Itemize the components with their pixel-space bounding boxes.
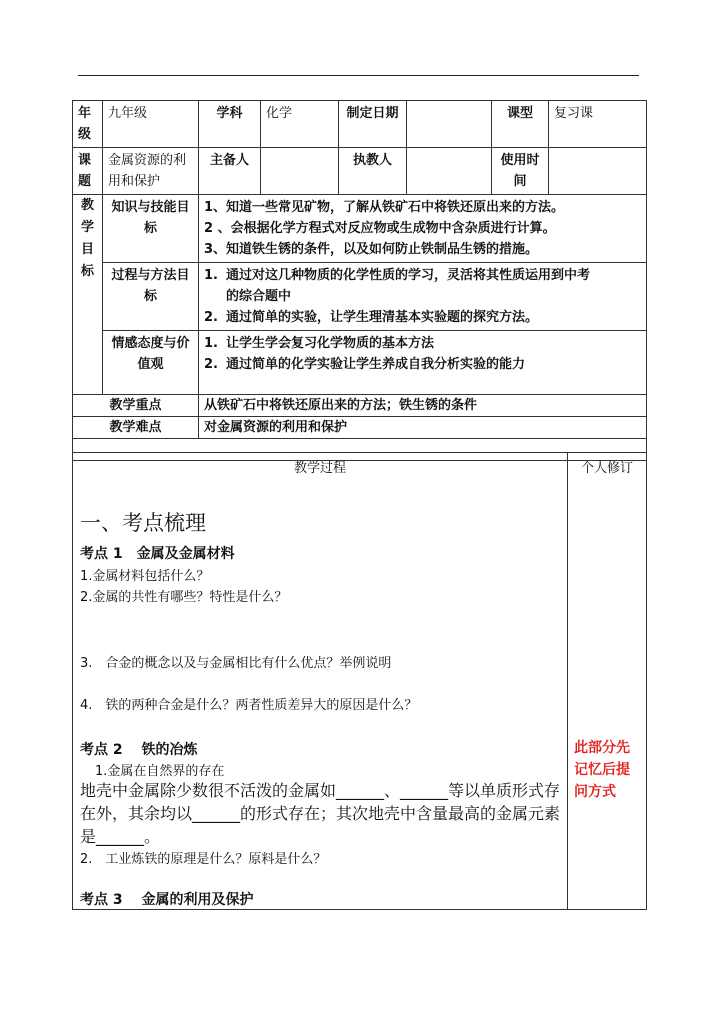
attitude-item-num: 1. <box>204 336 218 351</box>
attitude-item-text: 让学生学会复习化学物质的基本方法 <box>226 336 435 351</box>
section-title: 一、考点梳理 <box>80 511 206 535</box>
attitude-item-num: 2. <box>204 357 218 372</box>
kp1-question: 1.金属材料包括什么？ <box>80 569 210 584</box>
process-item-num: 1. <box>204 268 218 283</box>
kp2-question: 2. 工业炼铁的原理是什么？原料是什么？ <box>80 852 327 867</box>
topic-label: 课题 <box>73 148 103 195</box>
kp2-title: 考点 2 铁的冶炼 <box>80 742 198 758</box>
knowledge-item: 3、知道铁生锈的条件，以及如何防止铁制品生锈的措施。 <box>204 242 539 257</box>
process-item-text: 通过简单的实验，让学生理清基本实验题的探究方法。 <box>226 310 539 325</box>
kp2-paragraph: 地壳中金属除少数很不活泼的金属如______、______等以单质形式存在外，其余均以______的形式存在；其次地壳中含量最高的金属元素是______。 <box>80 781 561 846</box>
kp1-title: 考点 1 金属及金属材料 <box>80 546 235 562</box>
attitude-label: 情感态度与价值观 <box>103 331 199 395</box>
revision-header: 个人修订 <box>580 461 633 476</box>
attitude-item-text: 通过简单的化学实验让学生养成自我分析实验的能力 <box>226 357 526 372</box>
teaching-process-table <box>72 452 647 910</box>
lesson-info-table <box>72 100 647 461</box>
knowledge-item: 2 、会根据化学方程式对反应物或生成物中含杂质进行计算。 <box>204 221 556 236</box>
difficulties-label: 教学难点 <box>73 417 199 439</box>
date-value <box>407 101 492 148</box>
kp1-question: 2.金属的共性有哪些？特性是什么？ <box>80 590 288 605</box>
kp1-question: 4. 铁的两种合金是什么？两者性质差异大的原因是什么？ <box>80 698 418 713</box>
preparer-label: 主备人 <box>199 148 261 195</box>
process-item-text-cont: 的综合题中 <box>226 289 292 304</box>
teacher-label: 执教人 <box>339 148 407 195</box>
kp3-title: 考点 3 金属的利用及保护 <box>80 892 254 908</box>
grade-value: 九年级 <box>103 101 199 148</box>
process-item-text: 通过对这几种物质的化学性质的学习，灵活将其性质运用到中考 <box>226 268 591 283</box>
knowledge-label: 知识与技能目标 <box>103 195 199 263</box>
knowledge-goals <box>199 195 647 263</box>
process-item-num: 2. <box>204 310 218 325</box>
knowledge-item: 1、知道一些常见矿物，了解从铁矿石中将铁还原出来的方法。 <box>204 200 565 215</box>
process-content <box>73 453 567 909</box>
use-time-label: 使用时间 <box>492 148 549 195</box>
preparer-value <box>261 148 339 195</box>
use-time-value <box>549 148 647 195</box>
kp1-question: 3. 合金的概念以及与金属相比有什么优点？举例说明 <box>80 656 392 671</box>
date-label: 制定日期 <box>339 101 407 148</box>
key-points-value: 从铁矿石中将铁还原出来的方法；铁生锈的条件 <box>199 395 647 417</box>
subject-label: 学科 <box>199 101 261 148</box>
grade-label: 年级 <box>73 101 103 148</box>
lesson-type-value: 复习课 <box>549 101 647 148</box>
header-rule <box>78 75 639 76</box>
process-goals <box>199 263 647 331</box>
attitude-goals <box>199 331 647 395</box>
process-label: 过程与方法目标 <box>103 263 199 331</box>
lesson-type-label: 课型 <box>492 101 549 148</box>
subject-value: 化学 <box>261 101 339 148</box>
topic-value: 金属资源的利用和保护 <box>103 148 199 195</box>
process-header: 教学过程 <box>293 461 346 476</box>
teacher-value <box>407 148 492 195</box>
kp2-subheading: 1.金属在自然界的存在 <box>95 764 225 779</box>
key-points-label: 教学重点 <box>73 395 199 417</box>
revision-column <box>568 453 646 909</box>
revision-note: 此部分先记忆后提问方式 <box>574 740 630 800</box>
difficulties-value: 对金属资源的利用和保护 <box>199 417 647 439</box>
goals-section-label: 教学目标 <box>73 195 103 395</box>
